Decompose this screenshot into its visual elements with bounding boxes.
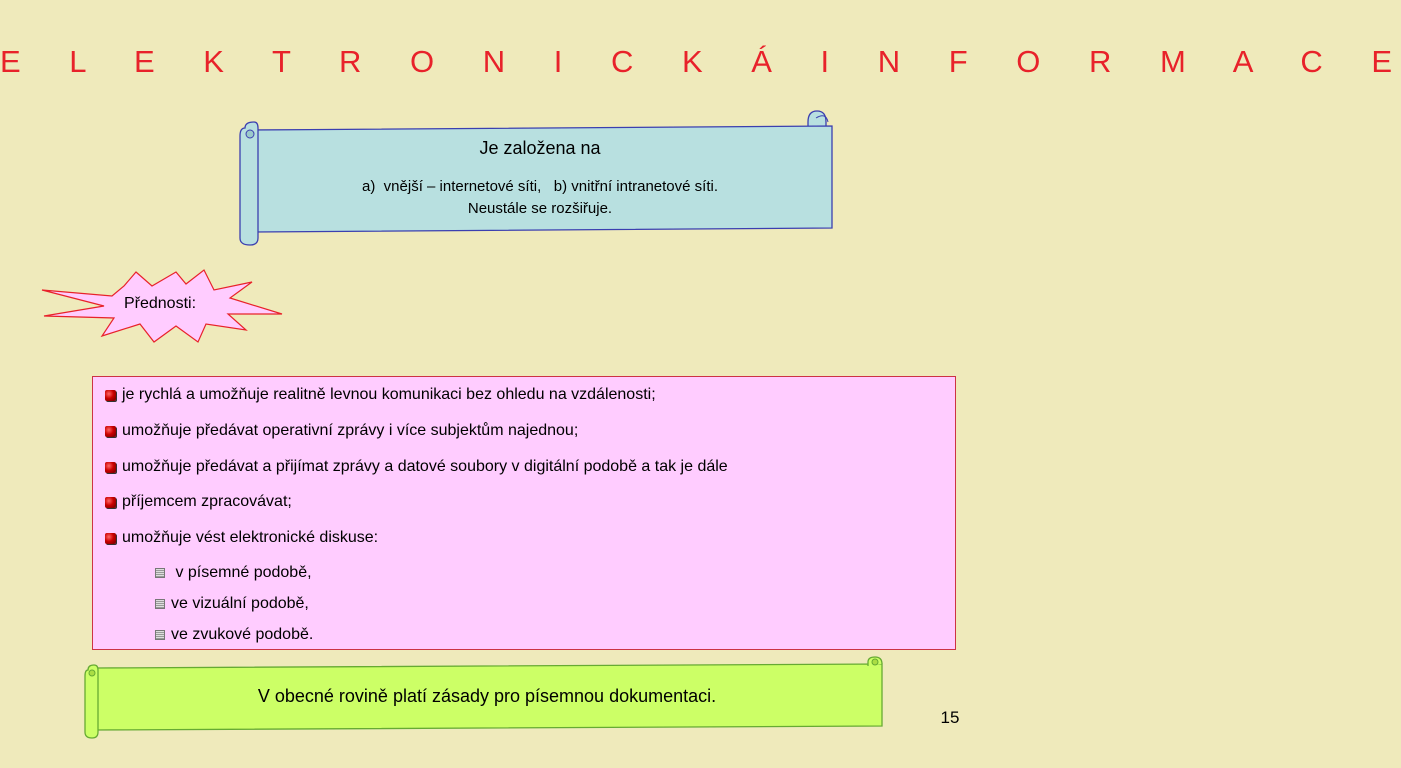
- star-label: Přednosti:: [123, 295, 197, 312]
- page-number: 15: [940, 708, 960, 727]
- red-bullet-icon: [105, 533, 116, 544]
- advantages-box: [92, 376, 956, 650]
- square-bullet-icon: [155, 599, 165, 609]
- list-item: je rychlá a umožňuje realitně levnou komunikaci bez ohledu na vzdálenosti;: [105, 386, 656, 404]
- red-bullet-icon: [105, 426, 116, 437]
- top-scroll-line2: Neustále se rozšiřuje.: [467, 200, 613, 217]
- sub-list-item: ve vizuální podobě,: [155, 595, 309, 613]
- sub-list-item: v písemné podobě,: [155, 564, 312, 582]
- list-item: umožňuje vést elektronické diskuse:: [105, 529, 378, 547]
- square-bullet-icon: [155, 568, 165, 578]
- bottom-scroll-text: V obecné rovině platí zásady pro písemnou dokumentaci.: [257, 686, 717, 706]
- slide-title: E L E K T R O N I C K Á I N F O R M A C E: [0, 44, 1401, 79]
- red-bullet-icon: [105, 462, 116, 473]
- list-item: umožňuje předávat a přijímat zprávy a datové soubory v digitální podobě a tak je dále: [105, 458, 728, 476]
- top-scroll-line1: a) vnější – internetové síti, b) vnitřní intranetové síti.: [362, 178, 718, 195]
- square-bullet-icon: [155, 630, 165, 640]
- red-bullet-icon: [105, 390, 116, 401]
- list-item: umožňuje předávat operativní zprávy i více subjektům najednou;: [105, 422, 578, 440]
- red-bullet-icon: [105, 497, 116, 508]
- top-scroll-heading: Je založena na: [479, 138, 601, 158]
- sub-list-item: ve zvukové podobě.: [155, 626, 313, 644]
- list-item: příjemcem zpracovávat;: [105, 493, 292, 511]
